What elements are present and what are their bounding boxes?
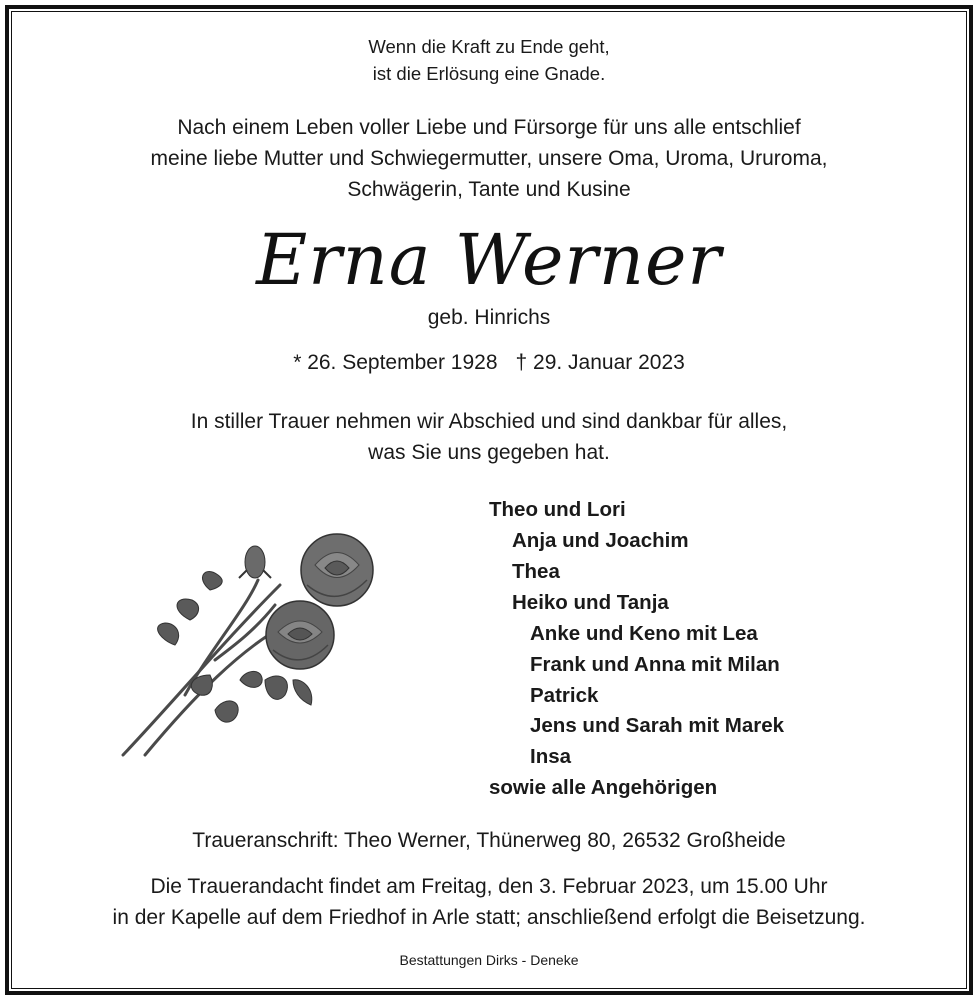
- service-line-2: in der Kapelle auf dem Friedhof in Arle statt; anschließend erfolgt die Beisetzung.: [112, 906, 866, 929]
- farewell-line-1: In stiller Trauer nehmen wir Abschied und sind dankbar für alles,: [190, 410, 788, 433]
- family-member: Anja und Joachim: [512, 529, 689, 552]
- family-member: Jens und Sarah mit Marek: [530, 714, 785, 737]
- intro-line-1: Nach einem Leben voller Liebe und Fürsorge für uns alle entschlief: [177, 116, 801, 139]
- motto-line-2: ist die Erlösung eine Gnade.: [372, 63, 606, 84]
- intro-line-2: meine liebe Mutter und Schwiegermutter, unsere Oma, Uroma, Ururoma,: [150, 147, 828, 170]
- life-dates: [0, 351, 978, 375]
- family-member: Thea: [512, 560, 560, 583]
- family-others: sowie alle Angehörigen: [489, 776, 718, 799]
- motto-line-1: Wenn die Kraft zu Ende geht,: [368, 36, 610, 57]
- family-member: Theo und Lori: [489, 498, 626, 521]
- family-member: Anke und Keno mit Lea: [530, 622, 758, 645]
- family-member: Patrick: [530, 684, 599, 707]
- service-line-1: Die Trauerandacht findet am Freitag, den 3. Februar 2023, um 15.00 Uhr: [150, 875, 828, 898]
- birth-date: * 26. September 1928: [293, 351, 498, 374]
- family-member: Insa: [530, 745, 572, 768]
- rose-bloom-upper: [301, 534, 373, 606]
- rose-bloom-lower: [266, 601, 334, 669]
- undertaker: Bestattungen Dirks - Deneke: [399, 952, 579, 968]
- death-date: † 29. Januar 2023: [515, 351, 685, 374]
- deceased-name: Erna Werner: [256, 219, 722, 301]
- mourning-address: Traueranschrift: Theo Werner, Thünerweg 80, 26532 Großheide: [192, 829, 786, 852]
- rose-icon: [115, 530, 385, 770]
- birth-name: geb. Hinrichs: [427, 306, 551, 329]
- family-member: Heiko und Tanja: [512, 591, 669, 614]
- family-member: Frank und Anna mit Milan: [530, 653, 780, 676]
- farewell-line-2: was Sie uns gegeben hat.: [368, 441, 610, 464]
- intro-line-3: Schwägerin, Tante und Kusine: [347, 178, 631, 201]
